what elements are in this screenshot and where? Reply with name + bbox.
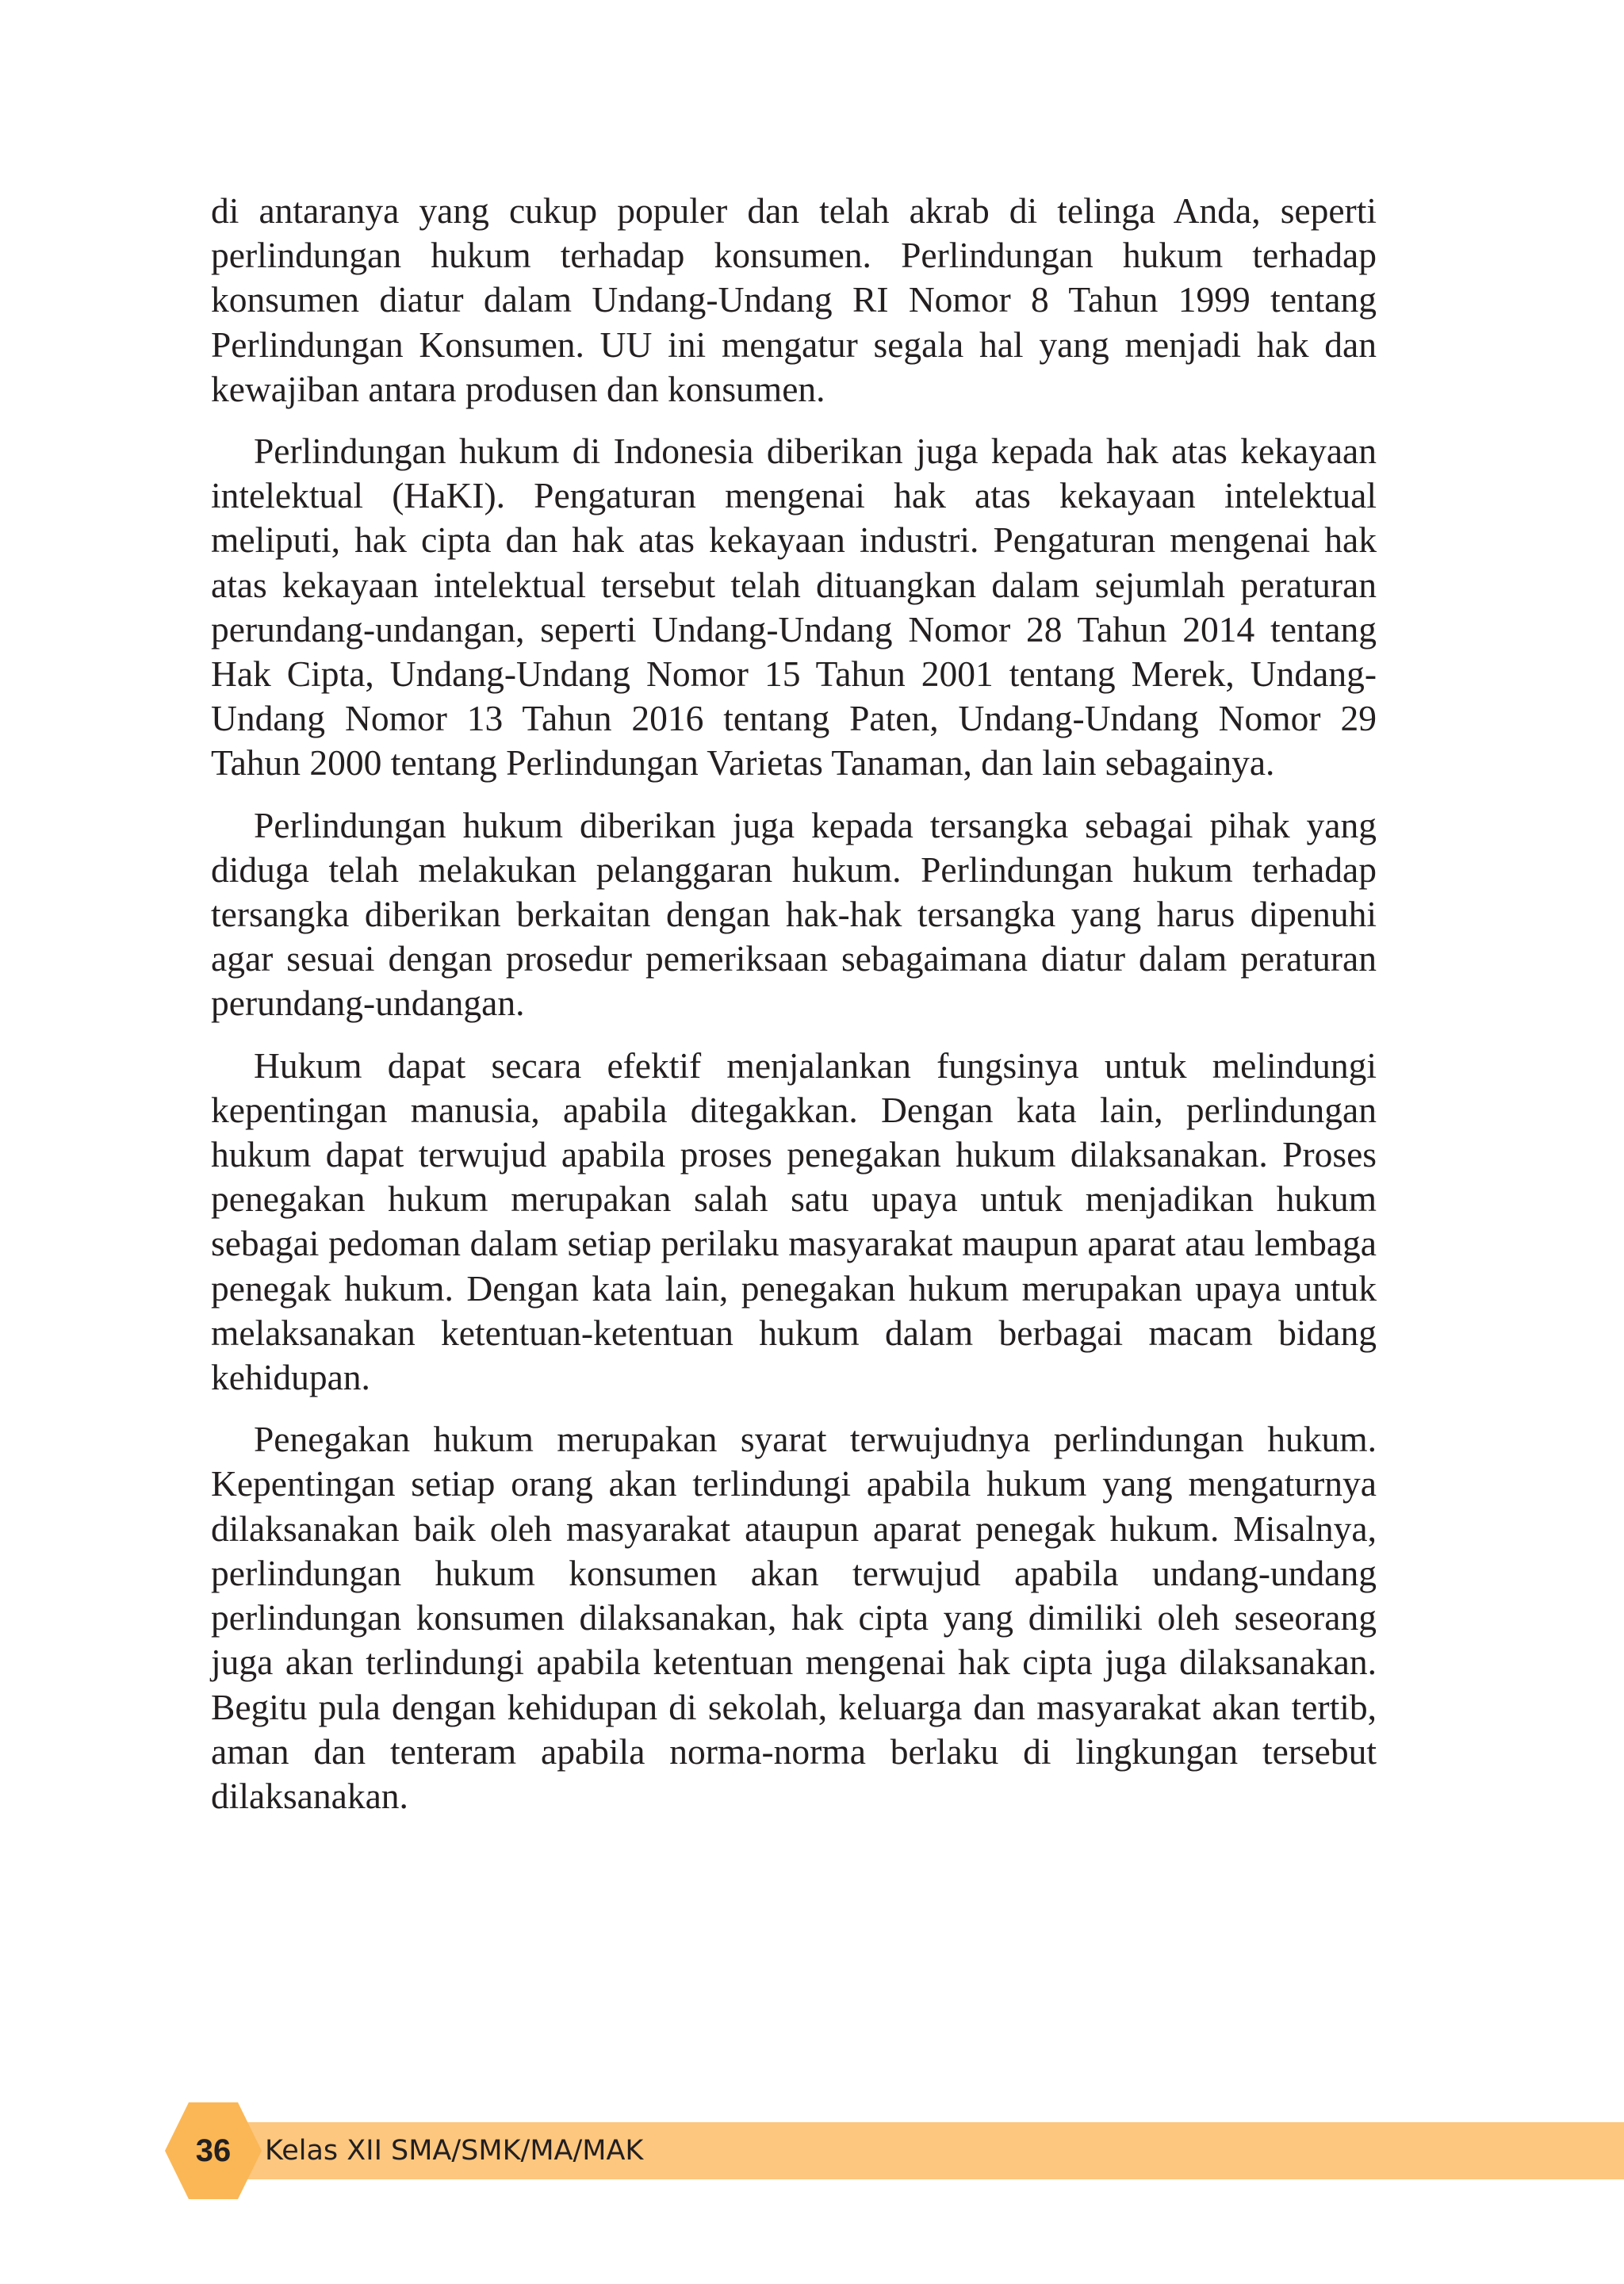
paragraph-intellectual-property: Perlindungan hukum di Indonesia diberikan juga kepada hak atas kekayaan intelektual (HaKI). Pengaturan mengenai hak atas kekayaan intelektual meliputi, hak cipta dan hak atas kekayaan industri. Pengaturan mengenai hak atas kekayaan intelektual tersebut telah dituangkan dalam sejumlah peraturan perundang-undangan, seperti Undang-Undang Nomor 28 Tahun 2014 tentang Hak Cipta, Undang-Undang Nomor 15 Tahun 2001 tentang Merek, Undang-Undang Nomor 13 Tahun 2016 tentang Paten, Undang-Undang Nomor 29 Tahun 2000 tentang Perlindungan Varietas Tanaman, dan lain sebagainya. bbox=[211, 431, 1377, 784]
paragraph-law-enforcement: Hukum dapat secara efektif menjalankan fungsinya untuk melindungi kepentingan manusia, apabila ditegakkan. Dengan kata lain, perlindungan hukum dapat terwujud apabila proses penegakan hukum dilaksanakan. Proses penegakan hukum merupakan salah satu upaya untuk menjadikan hukum sebagai pedoman dalam setiap perilaku masyarakat maupun aparat atau lembaga penegak hukum. Dengan kata lain, penegakan hukum merupakan upaya untuk melaksanakan ketentuan-ketentuan hukum dalam berbagai macam bidang kehidupan. bbox=[211, 1044, 1377, 1398]
body-text bbox=[211, 189, 1377, 1836]
paragraph-consumer-protection: di antaranya yang cukup populer dan telah akrab di telinga Anda, seperti perlindungan hukum terhadap konsumen. Perlindungan hukum terhadap konsumen diatur dalam Undang-Undang RI Nomor 8 Tahun 1999 tentang Perlindungan Konsumen. UU ini mengatur segala hal yang menjadi hak dan kewajiban antara produsen dan konsumen. bbox=[211, 190, 1377, 409]
book-label: Kelas XII SMA/SMK/MA/MAK bbox=[265, 2135, 644, 2167]
paragraph-enforcement-requirement: Penegakan hukum merupakan syarat terwujudnya perlindungan hukum. Kepentingan setiap orang akan terlindungi apabila hukum yang mengaturnya dilaksanakan baik oleh masyarakat ataupun aparat penegak hukum. Misalnya, perlindungan hukum konsumen akan terwujud apabila undang-undang perlindungan konsumen dilaksanakan, hak cipta yang dimiliki oleh seseorang juga akan terlindungi apabila ketentuan mengenai hak cipta juga dilaksanakan. Begitu pula dengan kehidupan di sekolah, keluarga dan masyarakat akan tertib, aman dan tenteram apabila norma-norma berlaku di lingkungan tersebut dilaksanakan. bbox=[211, 1419, 1377, 1816]
page-number: 36 bbox=[195, 2133, 232, 2168]
paragraph-suspect-protection: Perlindungan hukum diberikan juga kepada tersangka sebagai pihak yang diduga telah melakukan pelanggaran hukum. Perlindungan hukum terhadap tersangka diberikan berkaitan dengan hak-hak tersangka yang harus dipenuhi agar sesuai dengan prosedur pemeriksaan sebagaimana diatur dalam peraturan perundang-undangan. bbox=[211, 804, 1377, 1024]
